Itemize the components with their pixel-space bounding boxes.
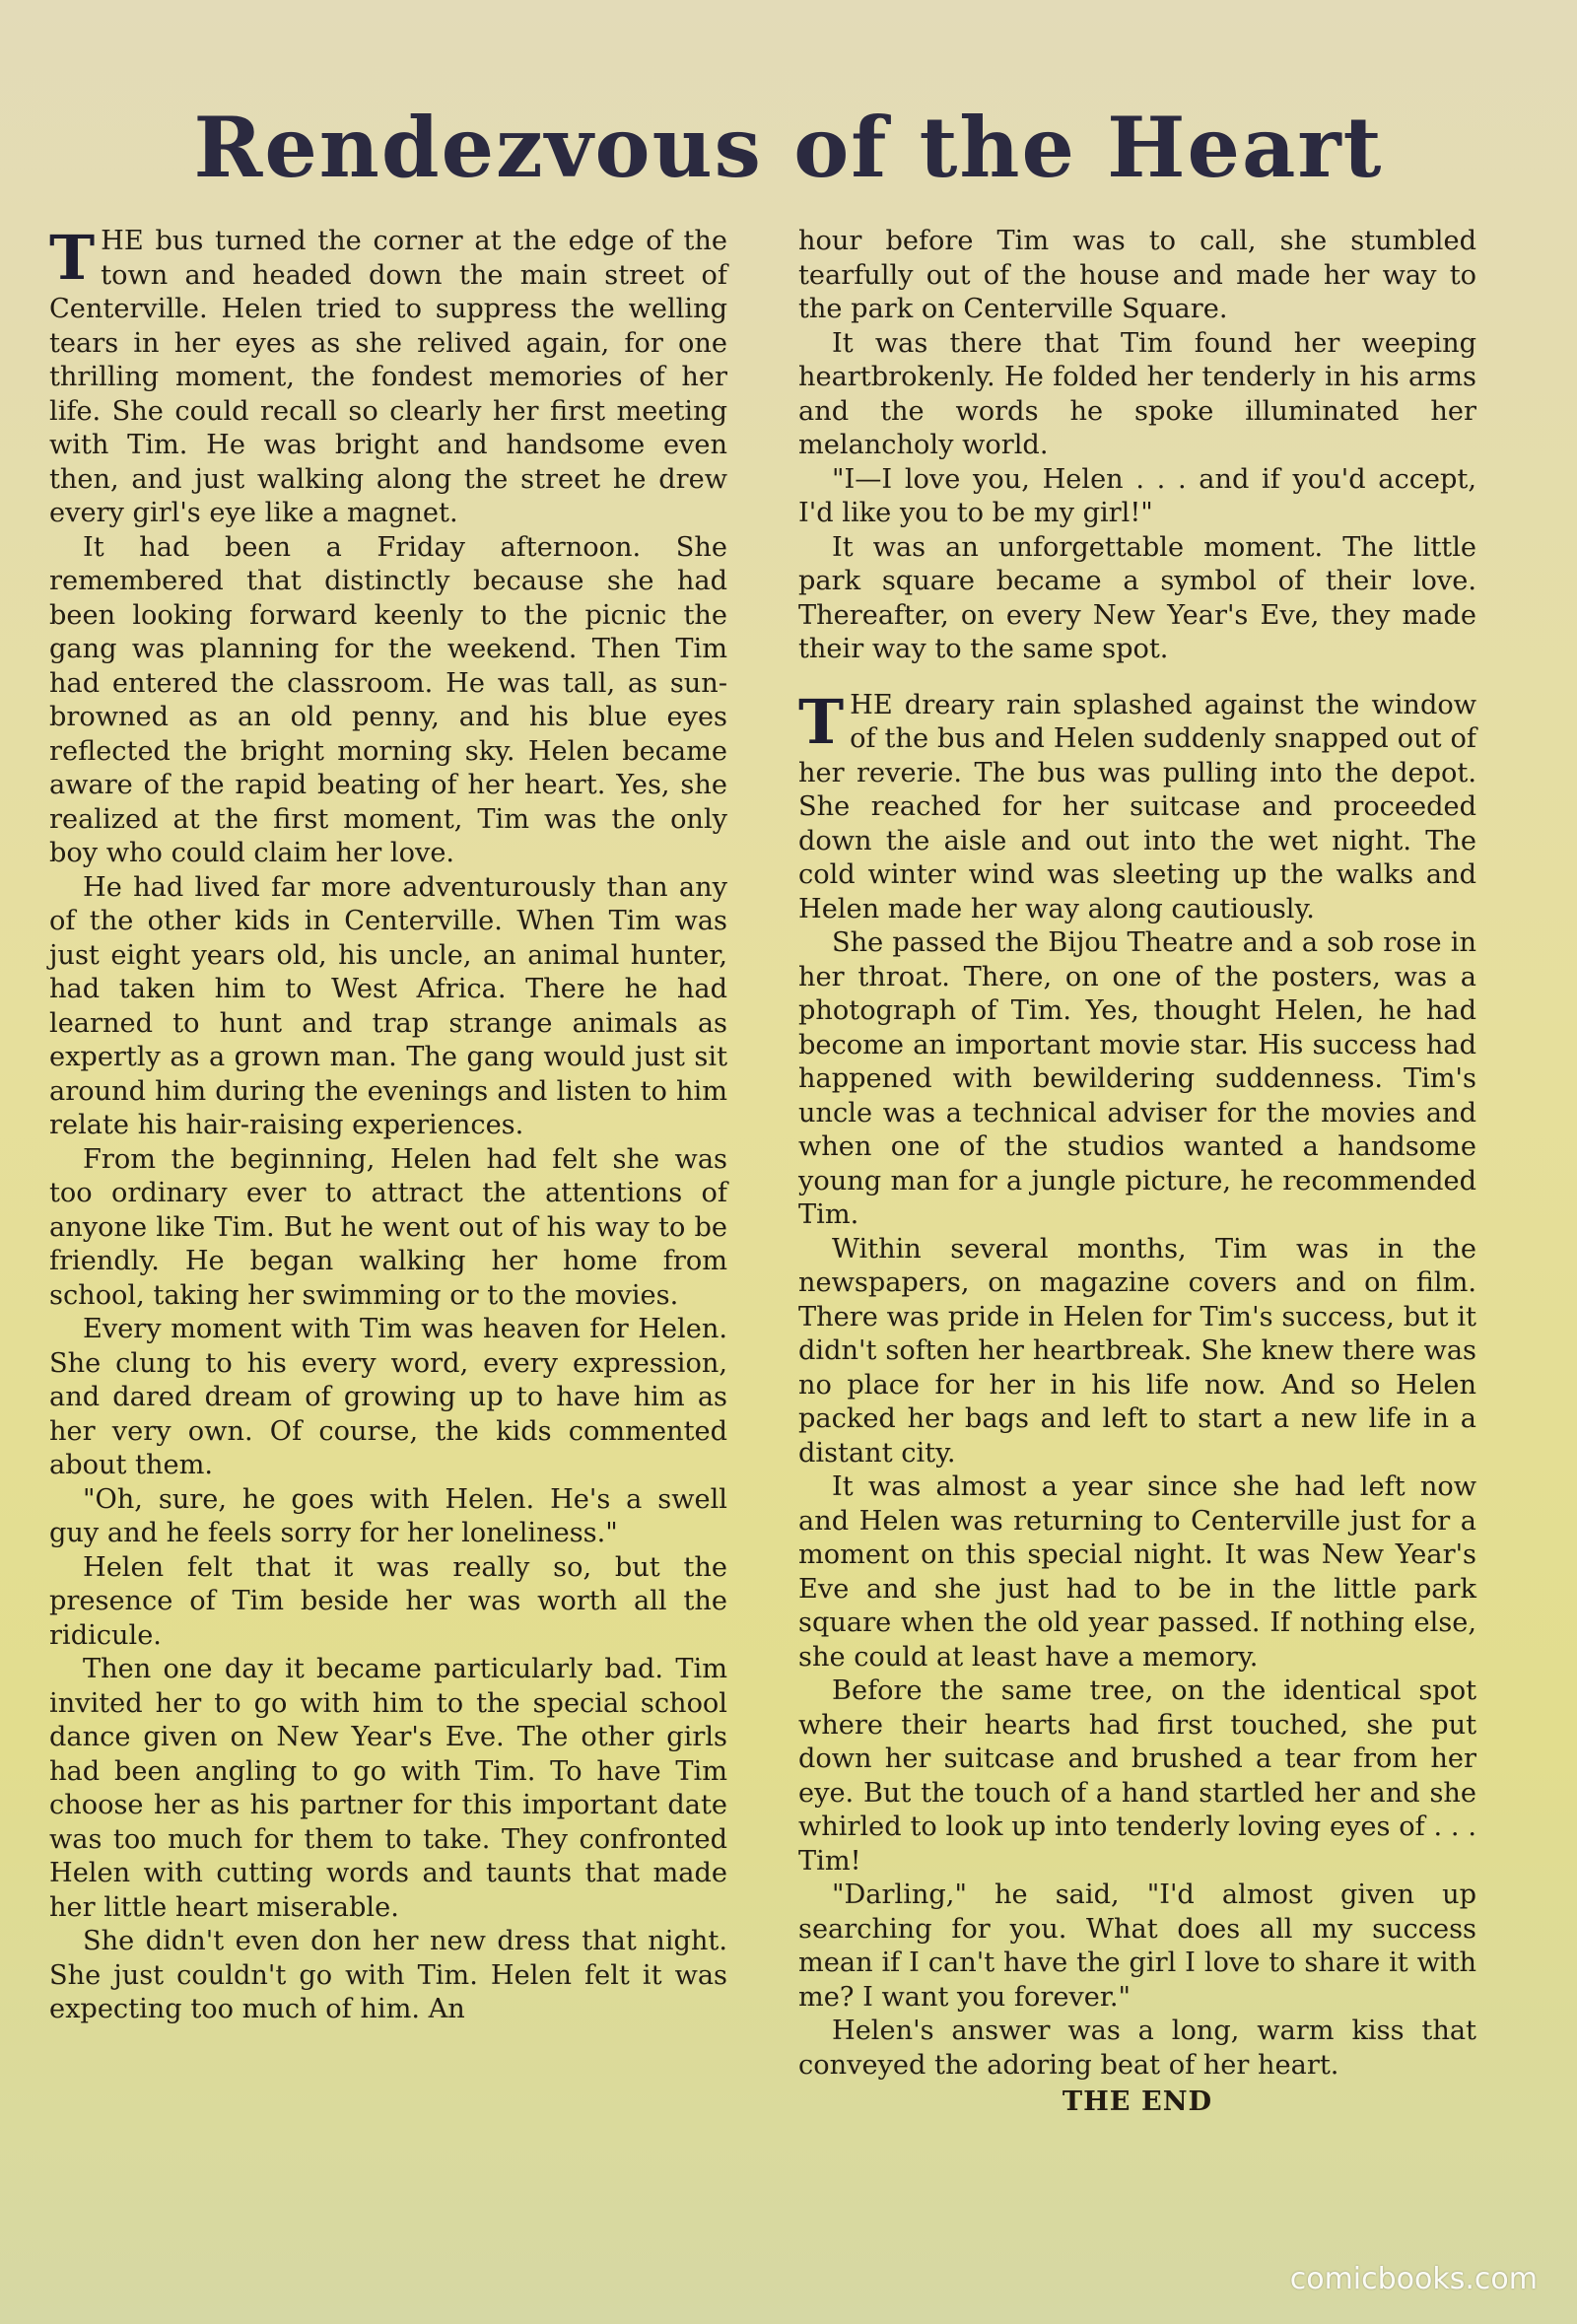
paragraph bbox=[798, 685, 1476, 927]
paragraph: She didn't even don her new dress that night. She just couldn't go with Tim. Helen felt it was expecting too much of him. An bbox=[49, 1926, 727, 2024]
paragraph: "Oh, sure, he goes with Helen. He's a swell guy and he feels sorry for her loneliness." bbox=[49, 1483, 727, 1548]
paragraph: Before the same tree, on the identical spot where their hearts had first touched, she put down her suitcase and brushed a tear from her eye. But the touch of a hand startled her and she whirled to look up into tenderly loving eyes of . . . Tim! bbox=[798, 1675, 1476, 1877]
paragraph-text: HE bus turned the corner at the edge of the town and headed down the main street of Centerville. Helen tried to suppress the welling tears in her eyes as she relived again, for one thrilling moment, the fondest memories of her life. She could recall so clearly her first meeting with Tim. He was bright and handsome even then, and just walking along the street he drew every girl's eye like a magnet. bbox=[49, 226, 727, 528]
paragraph bbox=[49, 222, 727, 531]
watermark-text: comicbooks.com bbox=[1289, 2262, 1538, 2296]
paragraph: Helen felt that it was really so, but the presence of Tim beside her was worth all the ridicule. bbox=[49, 1551, 727, 1651]
right-column bbox=[798, 225, 1476, 2119]
paragraph: Then one day it became particularly bad. Tim invited her to go with him to the special school dance given on New Year's Eve. The other girls had been angling to go with Tim. To have Tim choose her as his partner for this important date was too much for them to take. They confronted Helen with cutting words and taunts that made her little heart miserable. bbox=[49, 1654, 727, 1923]
paragraph: It was almost a year since she had left now and Helen was returning to Centerville just for a moment on this special night. It was New Year's Eve and she just had to be in the little park square when the old year passed. If nothing else, she could at least have a memory. bbox=[798, 1471, 1476, 1673]
story-title: Rendezvous of the Heart bbox=[193, 99, 1384, 196]
paragraph: It was an unforgettable moment. The little park square became a symbol of their love. Thereafter, on every New Year's Eve, they made their way to the same spot. bbox=[798, 531, 1476, 664]
paragraph: From the beginning, Helen had felt she was too ordinary ever to attract the attentions of anyone like Tim. But he went out of his way to be friendly. He began walking her home from school, taking her swimming or to the movies. bbox=[49, 1143, 727, 1311]
left-column bbox=[49, 222, 727, 2027]
paragraph: She passed the Bijou Theatre and a sob rose in her throat. There, on one of the posters, was a photograph of Tim. Yes, thought Helen, he had become an important movie star. His success had happened with bewildering suddenness. Tim's uncle was a technical adviser for the movies and when one of the studios wanted a handsome young man for a jungle picture, he recommended Tim. bbox=[798, 927, 1476, 1230]
paragraph: It had been a Friday afternoon. She remembered that distinctly because she had been looking forward keenly to the picnic the gang was planning for the weekend. Then Tim had entered the classroom. He was tall, as sun-browned as an old penny, and his blue eyes reflected the bright morning sky. Helen became aware of the rapid beating of her heart. Yes, she realized at the first moment, Tim was the only boy who could claim her love. bbox=[49, 531, 727, 868]
paragraph: hour before Tim was to call, she stumbled tearfully out of the house and made her way to the park on Centerville Square. bbox=[798, 226, 1476, 324]
paragraph: "Darling," he said, "I'd almost given up searching for you. What does all my success mean if I can't have the girl I love to share it with me? I want you forever." bbox=[798, 1880, 1476, 2013]
paragraph: Within several months, Tim was in the newspapers, on magazine covers and on film. There was pride in Helen for Tim's success, but it didn't soften her heartbreak. She knew there was no place for her in his life now. And so Helen packed her bags and left to start a new life in a distant city. bbox=[798, 1233, 1476, 1469]
paragraph: "I—I love you, Helen . . . and if you'd accept, I'd like you to be my girl!" bbox=[798, 463, 1476, 528]
drop-cap: T bbox=[798, 685, 845, 758]
paragraph: Every moment with Tim was heaven for Helen. She clung to his every word, every expression, and dared dream of growing up to have him as her very own. Of course, the kids commented about them. bbox=[49, 1314, 727, 1480]
paragraph: Helen's answer was a long, warm kiss that conveyed the adoring beat of her heart. bbox=[798, 2016, 1476, 2081]
paragraph: He had lived far more adventurously than any of the other kids in Centerville. When Tim was just eight years old, his uncle, an animal hunter, had taken him to West Africa. There he had learned to hunt and trap strange animals as expertly as a grown man. The gang would just sit around him during the evenings and listen to him relate his hair-raising experiences. bbox=[49, 871, 727, 1140]
drop-cap: T bbox=[49, 222, 96, 294]
paragraph-text: HE dreary rain splashed against the window of the bus and Helen suddenly snapped out of her reverie. The bus was pulling into the depot. She reached for her suitcase and proceeded down the aisle and out into the wet night. The cold winter wind was sleeting up the walks and Helen made her way along cautiously. bbox=[798, 689, 1476, 924]
paragraph: It was there that Tim found her weeping heartbrokenly. He folded her tenderly in his arms and the words he spoke illuminated her melancholy world. bbox=[798, 327, 1476, 460]
the-end-label: THE END bbox=[1062, 2085, 1213, 2117]
